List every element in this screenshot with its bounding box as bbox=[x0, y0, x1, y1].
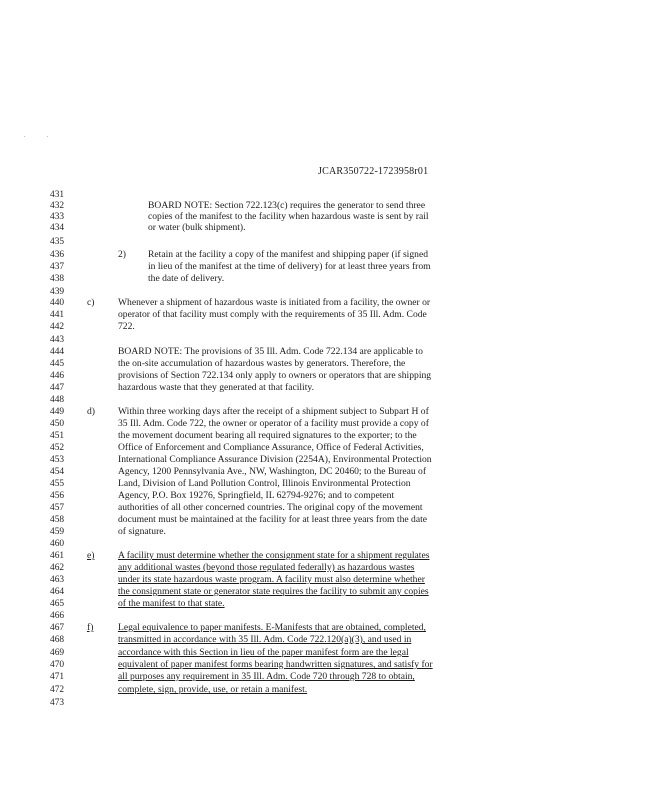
line-number: 448 bbox=[50, 395, 65, 405]
line-number: 462 bbox=[50, 563, 65, 573]
line-number: 463 bbox=[50, 575, 65, 585]
line-number: 470 bbox=[50, 660, 65, 670]
text-line: Retain at the facility a copy of the manifest and shipping paper (if signed bbox=[148, 249, 428, 260]
line-number: 471 bbox=[50, 672, 65, 682]
document-id: JCAR350722-1723958r01 bbox=[318, 166, 429, 177]
text-line: hazardous waste that they generated at that facility. bbox=[118, 382, 314, 393]
text-line: the movement document bearing all required signatures to the exporter; to the bbox=[118, 430, 417, 441]
text-line: Agency, 1200 Pennsylvania Ave., NW, Washington, DC 20460; to the Bureau of bbox=[118, 466, 427, 477]
line-number: 445 bbox=[50, 359, 65, 369]
text-line: 35 Ill. Adm. Code 722, the owner or operator of a facility must provide a copy of bbox=[118, 418, 429, 429]
text-line: BOARD NOTE: Section 722.123(c) requires the generator to send three bbox=[148, 200, 426, 211]
line-number: 467 bbox=[50, 623, 65, 633]
line-number: 431 bbox=[50, 190, 65, 200]
line-number: 435 bbox=[50, 237, 65, 247]
line-number: 441 bbox=[50, 310, 65, 320]
text-line: Legal equivalence to paper manifests. E-Manifests that are obtained, completed, bbox=[118, 622, 426, 633]
line-number: 455 bbox=[50, 479, 65, 489]
line-number: 444 bbox=[50, 347, 65, 357]
item-label: 2) bbox=[118, 249, 126, 260]
line-number: 456 bbox=[50, 491, 65, 501]
text-line: Within three working days after the receipt of a shipment subject to Subpart H of bbox=[118, 406, 429, 417]
text-line: accordance with this Section in lieu of the paper manifest form are the legal bbox=[118, 647, 409, 658]
line-number: 432 bbox=[50, 201, 65, 211]
text-line: Whenever a shipment of hazardous waste is initiated from a facility, the owner or bbox=[118, 297, 431, 308]
text-line: International Compliance Assurance Division (2254A), Environmental Protection bbox=[118, 454, 432, 465]
line-number: 465 bbox=[50, 599, 65, 609]
text-line: the on-site accumulation of hazardous wastes by generators. Therefore, the bbox=[118, 358, 406, 369]
text-line: operator of that facility must comply with the requirements of 35 Ill. Adm. Code bbox=[118, 309, 427, 320]
text-line: any additional wastes (beyond those regulated federally) as hazardous wastes bbox=[118, 562, 415, 573]
line-number: 452 bbox=[50, 443, 65, 453]
line-number: 434 bbox=[50, 223, 65, 233]
text-line: Office of Enforcement and Compliance Assurance, Office of Federal Activities, bbox=[118, 442, 424, 453]
line-number: 450 bbox=[50, 419, 65, 429]
line-number: 459 bbox=[50, 527, 65, 537]
text-line: document must be maintained at the facility for at least three years from the date bbox=[118, 514, 428, 525]
text-line: 722. bbox=[118, 321, 135, 332]
item-label: f) bbox=[87, 622, 94, 633]
line-number: 451 bbox=[50, 431, 65, 441]
text-line: BOARD NOTE: The provisions of 35 Ill. Adm. Code 722.134 are applicable to bbox=[118, 346, 423, 357]
text-line: A facility must determine whether the consignment state for a shipment regulates bbox=[118, 550, 430, 561]
item-label: c) bbox=[87, 297, 95, 308]
line-number: 468 bbox=[50, 635, 65, 645]
text-line: equivalent of paper manifest forms bearing handwritten signatures, and satisfy for bbox=[118, 659, 433, 670]
text-line: provisions of Section 722.134 only apply to owners or operators that are shipping bbox=[118, 370, 432, 381]
line-number: 440 bbox=[50, 298, 65, 308]
line-number: 469 bbox=[50, 648, 65, 658]
line-number: 436 bbox=[50, 250, 65, 260]
line-number: 449 bbox=[50, 407, 65, 417]
text-line: under its state hazardous waste program. A facility must also determine whether bbox=[118, 574, 425, 585]
line-number: 447 bbox=[50, 383, 65, 393]
text-line: of signature. bbox=[118, 526, 166, 537]
text-line: Land, Division of Land Pollution Control, Illinois Environmental Protection bbox=[118, 478, 411, 489]
text-line: transmitted in accordance with 35 Ill. Adm. Code 722.120(a)(3), and used in bbox=[118, 634, 412, 645]
line-number: 439 bbox=[50, 287, 65, 297]
text-line: all purposes any requirement in 35 Ill. Adm. Code 720 through 728 to obtain, bbox=[118, 671, 415, 682]
text-line: the date of delivery. bbox=[148, 273, 225, 284]
line-number: 437 bbox=[50, 262, 65, 272]
line-number: 457 bbox=[50, 503, 65, 513]
line-number: 433 bbox=[50, 212, 65, 222]
text-line: authorities of all other concerned countries. The original copy of the movement bbox=[118, 502, 423, 513]
text-line: copies of the manifest to the facility when hazardous waste is sent by rail bbox=[148, 211, 429, 222]
line-number: 461 bbox=[50, 551, 65, 561]
item-label: d) bbox=[87, 406, 95, 417]
line-number: 443 bbox=[50, 335, 65, 345]
item-label: e) bbox=[87, 550, 95, 561]
line-number: 458 bbox=[50, 515, 65, 525]
line-number: 442 bbox=[50, 322, 65, 332]
text-line: of the manifest to that state. bbox=[118, 598, 225, 609]
text-line: in lieu of the manifest at the time of delivery) for at least three years from bbox=[148, 261, 431, 272]
line-number: 466 bbox=[50, 611, 65, 621]
line-number: 472 bbox=[50, 685, 65, 695]
text-line: complete, sign, provide, use, or retain a manifest. bbox=[118, 684, 308, 695]
line-number: 460 bbox=[50, 539, 65, 549]
line-number: 453 bbox=[50, 455, 65, 465]
line-number: 454 bbox=[50, 467, 65, 477]
text-line: or water (bulk shipment). bbox=[148, 222, 246, 233]
text-line: Agency, P.O. Box 19276, Springfield, IL 62794-9276; and to competent bbox=[118, 490, 395, 501]
line-number: 473 bbox=[50, 698, 65, 708]
line-number: 464 bbox=[50, 587, 65, 597]
line-number: 438 bbox=[50, 274, 65, 284]
margin-marks: . . bbox=[24, 133, 59, 139]
text-line: the consignment state or generator state requires the facility to submit any copies bbox=[118, 586, 429, 597]
line-number: 446 bbox=[50, 371, 65, 381]
